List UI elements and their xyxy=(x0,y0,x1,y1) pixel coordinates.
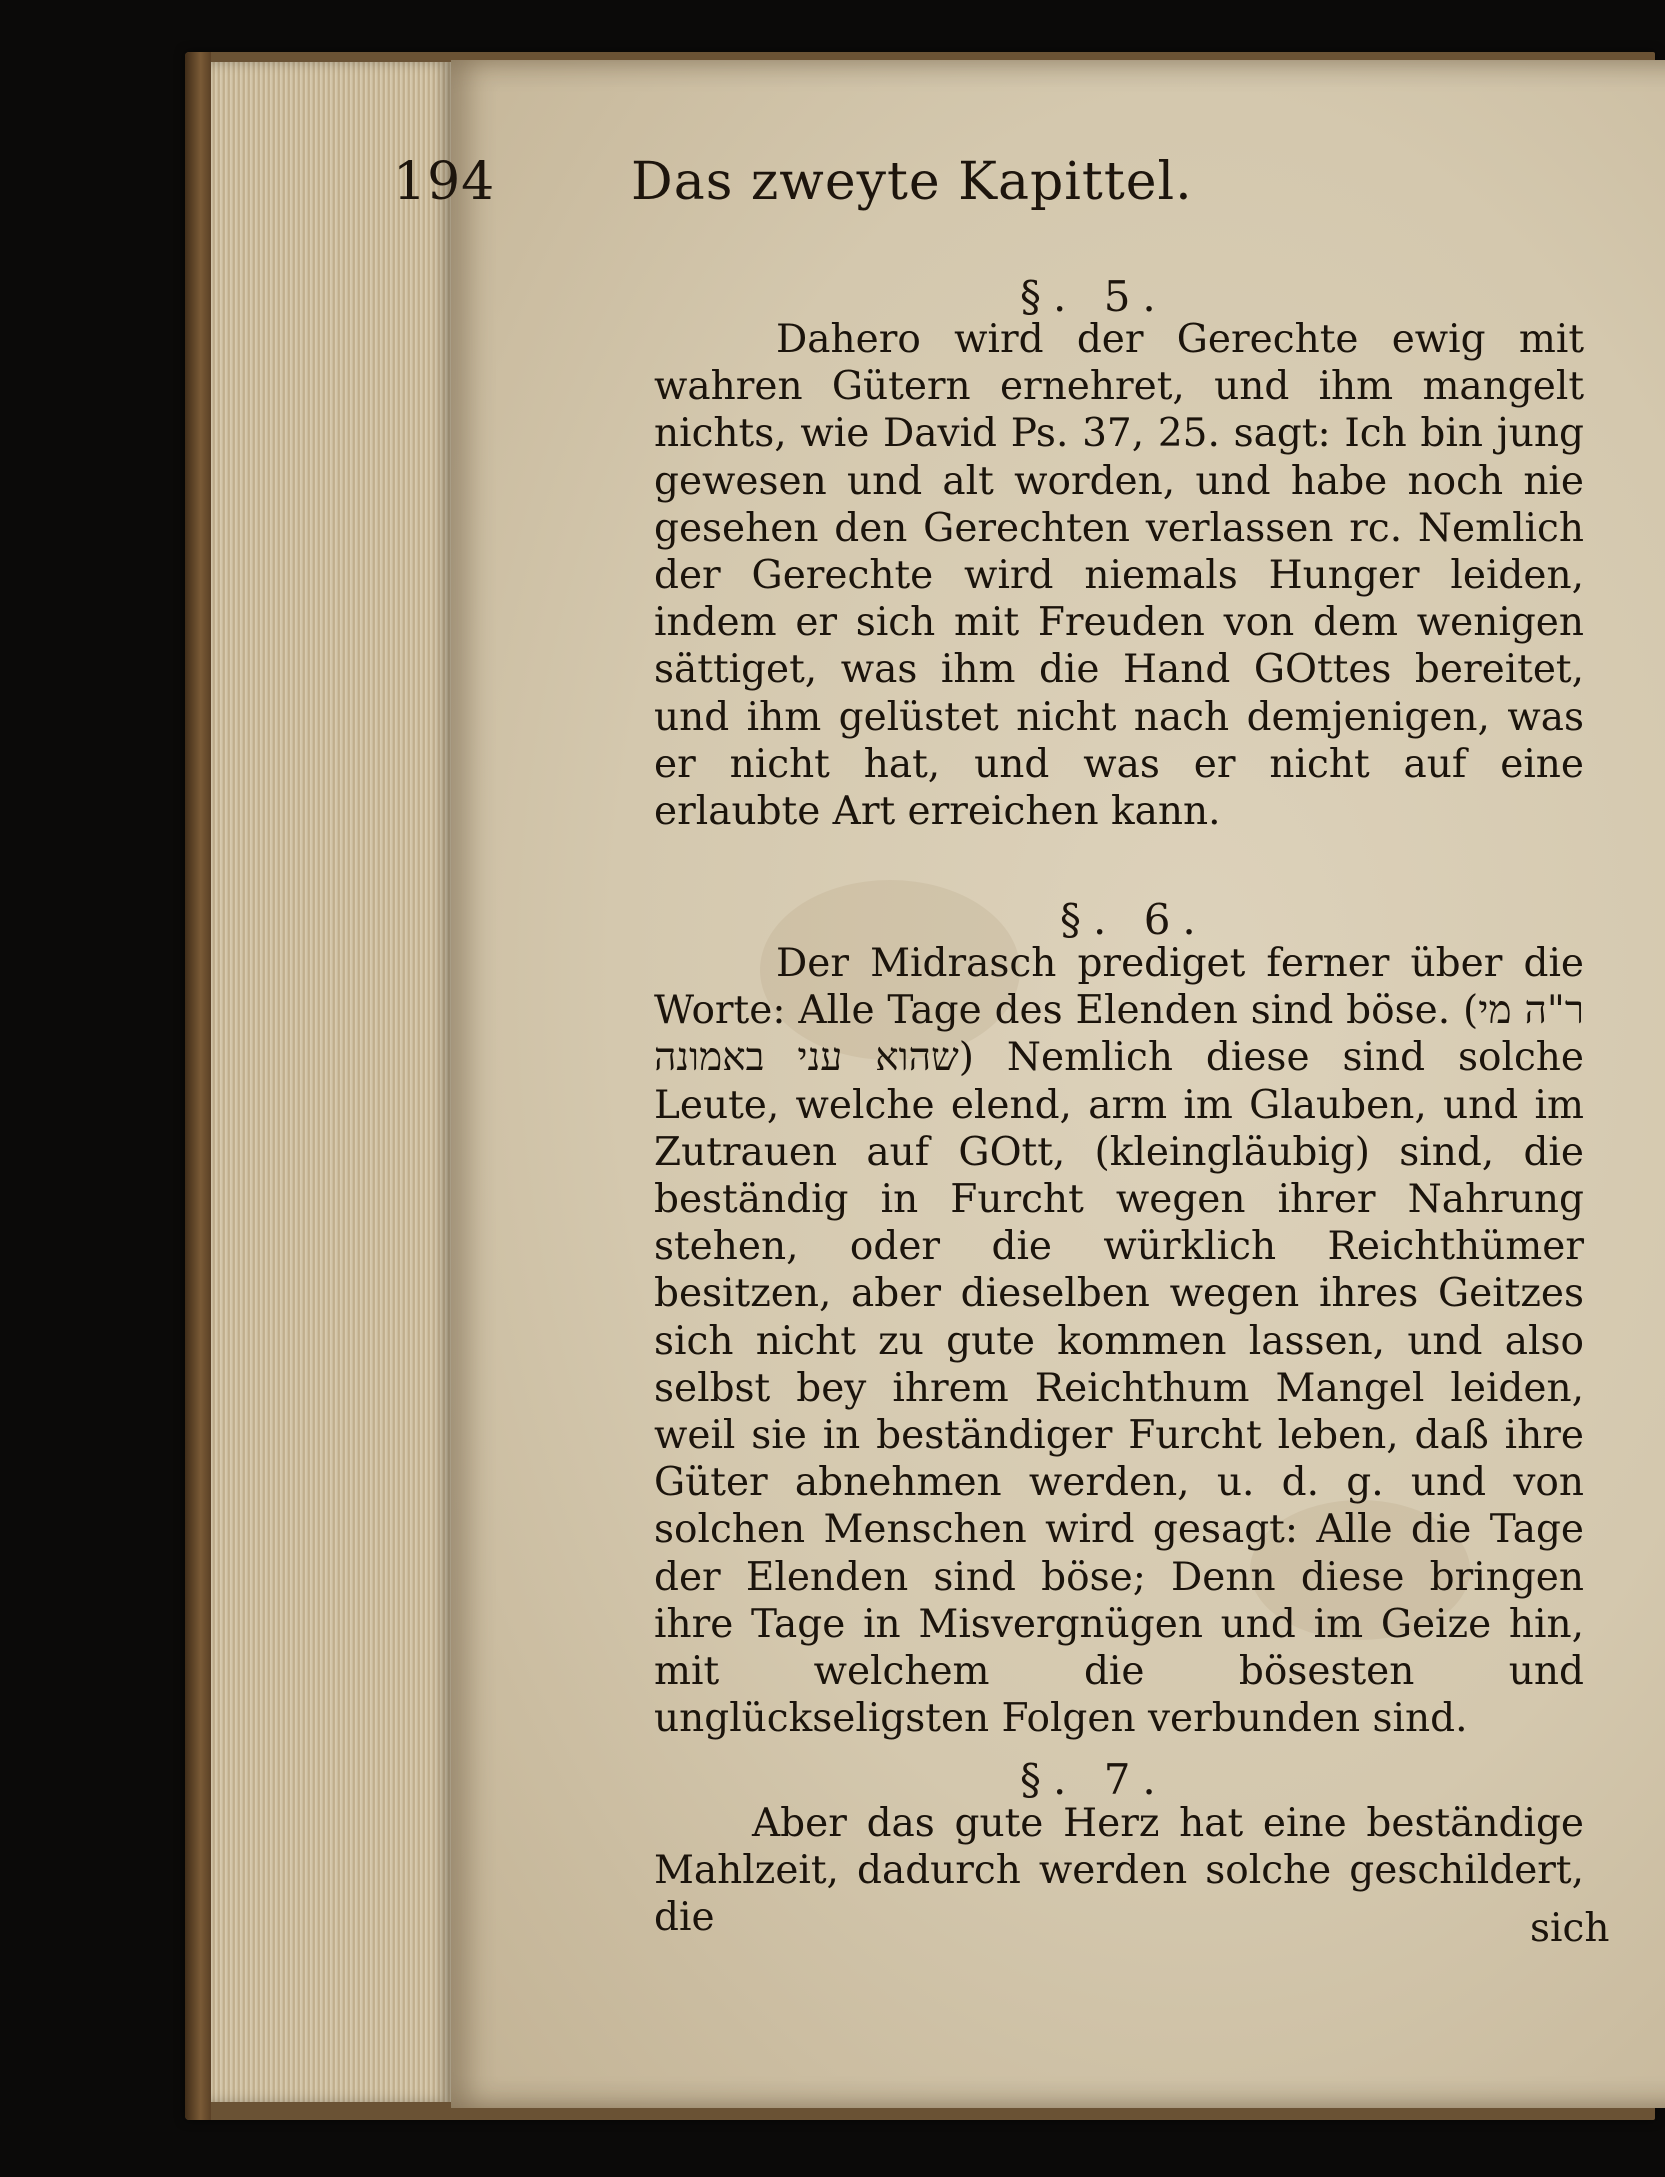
section-7-paragraph: Aber das gute Herz hat eine beständige Mahlzeit, dadurch werden solche geschildert, die xyxy=(654,1801,1584,1941)
page-header xyxy=(393,152,1393,232)
section-5-paragraph: Dahero wird der Gerechte ewig mit wahren Gütern ernehret, und ihm mangelt nichts, wie David Ps. 37, 25. sagt: Ich bin jung gewesen und alt worden, und habe noch nie gesehen den Gerechten verlassen rc. Nemlich der Gerechte wird niemals Hunger leiden, indem er sich mit Freuden von dem wenigen sättiget, was ihm die Hand GOttes bereitet, und ihm gelüstet nicht nach demjenigen, was er nicht hat, und was er nicht auf eine erlaubte Art erreichen kann. xyxy=(654,317,1584,835)
page-edges xyxy=(211,62,451,2102)
page-number: 194 xyxy=(393,152,496,212)
running-title: Das zweyte Kapittel. xyxy=(631,152,1193,212)
section-mark-7: §. 7. xyxy=(1020,1755,1168,1804)
book-spine xyxy=(185,52,211,2120)
catchword: sich xyxy=(1530,1906,1610,1951)
section-mark-5: §. 5. xyxy=(1020,272,1168,321)
section-6-paragraph: Der Midrasch prediget ferner über die Worte: Alle Tage des Elenden sind böse. (ר"ה מי שהוא עני באמונה) Nemlich diese sind solche Leute, welche elend, arm im Glauben, und im Zutrauen auf GOtt, (kleingläubig) sind, die beständig in Furcht wegen ihrer Nahrung stehen, oder die würklich Reichthümer besitzen, aber dieselben wegen ihres Geitzes sich nicht zu gute kommen lassen, und also selbst bey ihrem Reichthum Mangel leiden, weil sie in beständiger Furcht leben, daß ihre Güter abnehmen werden, u. d. g. und von solchen Menschen wird gesagt: Alle die Tage der Elenden sind böse; Denn diese bringen ihre Tage in Misvergnügen und im Geize hin, mit welchem die bösesten und unglückseligsten Folgen verbunden sind. xyxy=(654,941,1584,1742)
section-mark-6: §. 6. xyxy=(1060,895,1208,944)
